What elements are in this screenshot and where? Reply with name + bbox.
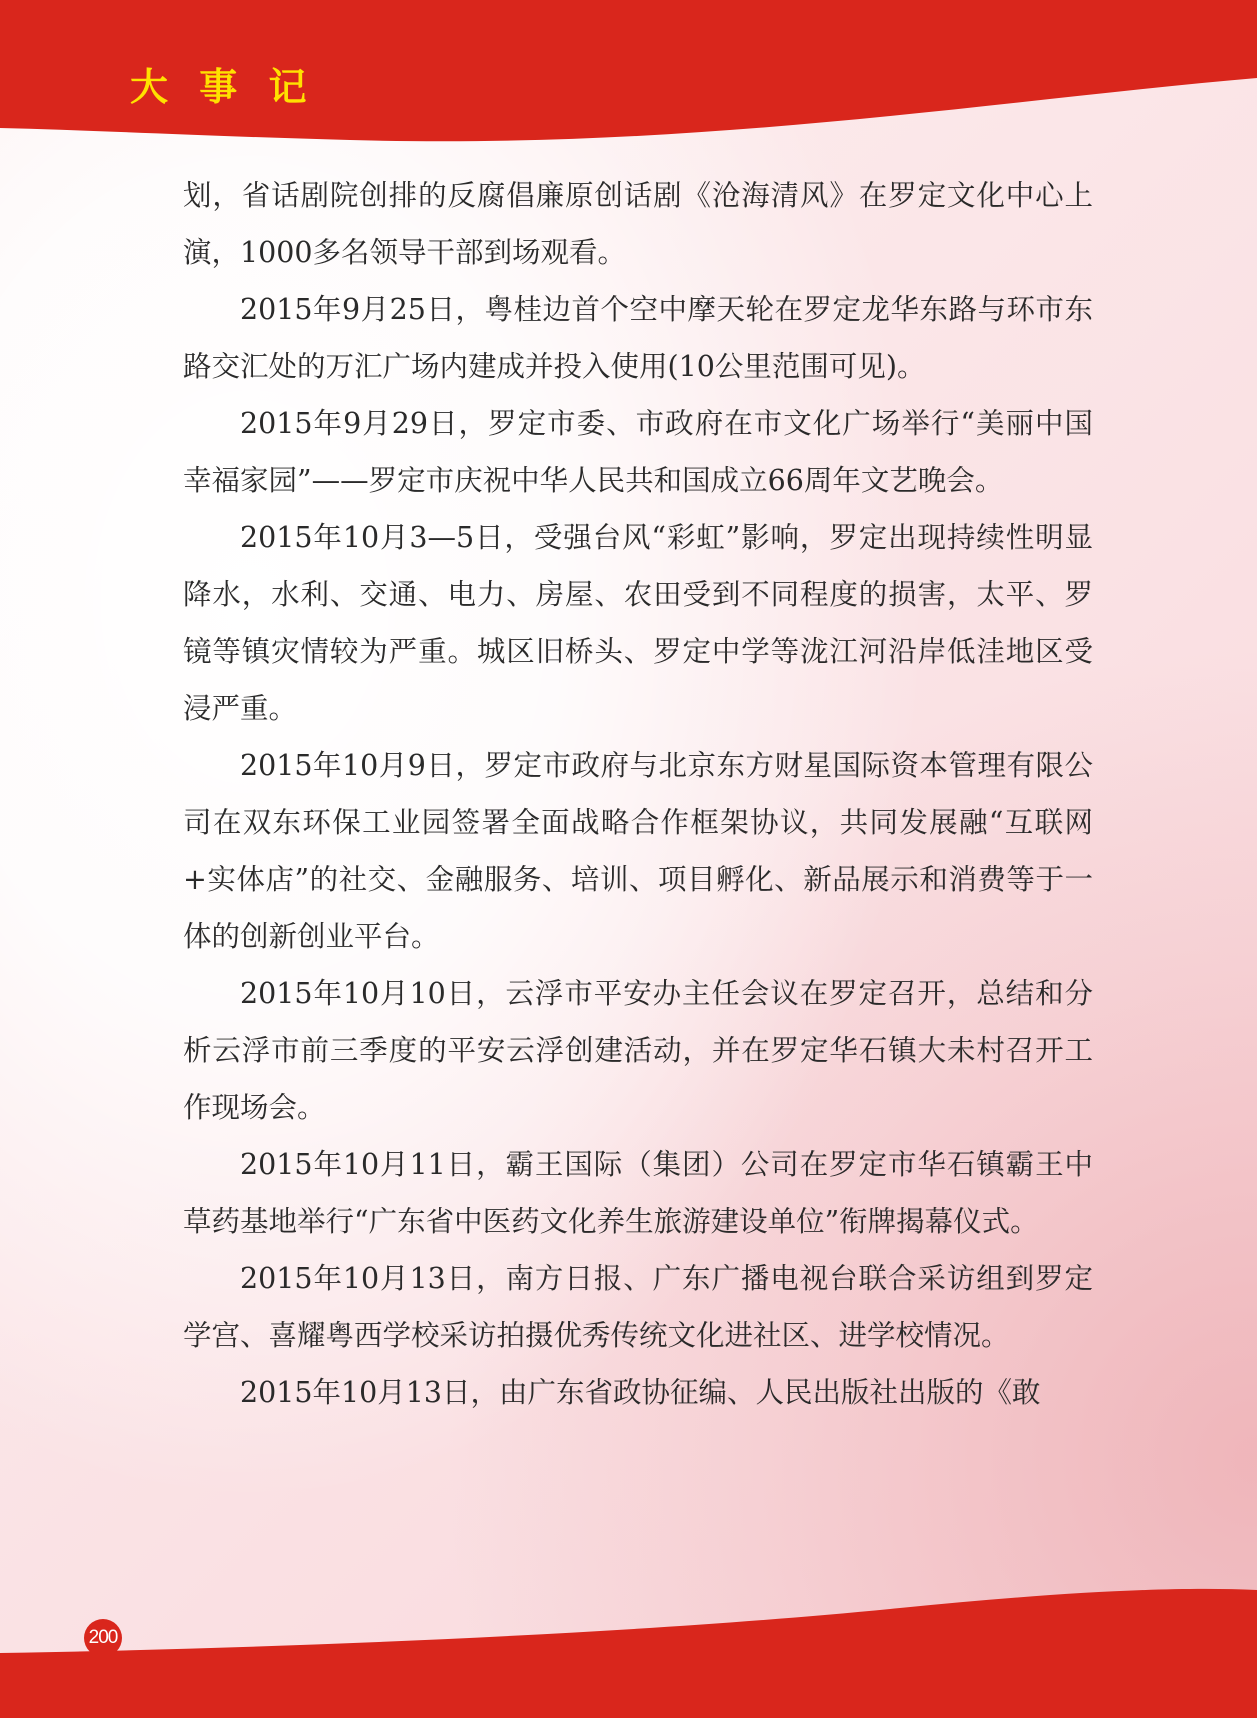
paragraph-publication: 2015年10月13日，由广东省政协征编、人民出版社出版的《敢 xyxy=(240,1376,1041,1409)
paragraph-safety-meeting: 2015年10月10日，云浮市平安办主任会议在罗定召开，总结和分析云浮市前三季度的平安云浮创建活动，并在罗定华石镇大未村召开工作现场会。 xyxy=(183,977,1093,1124)
paragraph-anniversary-gala: 2015年9月29日，罗定市委、市政府在市文化广场举行“美丽中国 幸福家园”——罗定市庆祝中华人民共和国成立66周年文艺晚会。 xyxy=(183,407,1093,497)
paragraph-typhoon: 2015年10月3—5日，受强台风“彩虹”影响，罗定出现持续性明显降水，水利、交通、电力、房屋、农田受到不同程度的损害，太平、罗镜等镇灾情较为严重。城区旧桥头、罗定中学等泷江河沿岸低洼地区受浸严重。 xyxy=(183,521,1093,725)
paragraph-continued: 划，省话剧院创排的反腐倡廉原创话剧《沧海清风》在罗定文化中心上演，1000多名领导干部到场观看。 xyxy=(183,179,1093,269)
paragraph-herb-base-ceremony: 2015年10月11日，霸王国际（集团）公司在罗定市华石镇霸王中草药基地举行“广东省中医药文化养生旅游建设单位”衔牌揭幕仪式。 xyxy=(183,1148,1093,1238)
article-body xyxy=(183,167,1093,1421)
section-title: 大 事 记 xyxy=(130,65,316,109)
bottom-red-banner xyxy=(0,1578,1257,1718)
paragraph-media-interview: 2015年10月13日，南方日报、广东广播电视台联合采访组到罗定学宫、喜耀粤西学校采访拍摄优秀传统文化进社区、进学校情况。 xyxy=(183,1262,1093,1352)
paragraph-ferris-wheel: 2015年9月25日，粤桂边首个空中摩天轮在罗定龙华东路与环市东路交汇处的万汇广场内建成并投入使用(10公里范围可见)。 xyxy=(183,293,1093,383)
paragraph-cooperation-agreement: 2015年10月9日，罗定市政府与北京东方财星国际资本管理有限公司在双东环保工业园签署全面战略合作框架协议，共同发展融“互联网+实体店”的社交、金融服务、培训、项目孵化、新品展示和消费等于一体的创新创业平台。 xyxy=(183,749,1093,953)
page-number-badge: 200 xyxy=(84,1619,122,1657)
